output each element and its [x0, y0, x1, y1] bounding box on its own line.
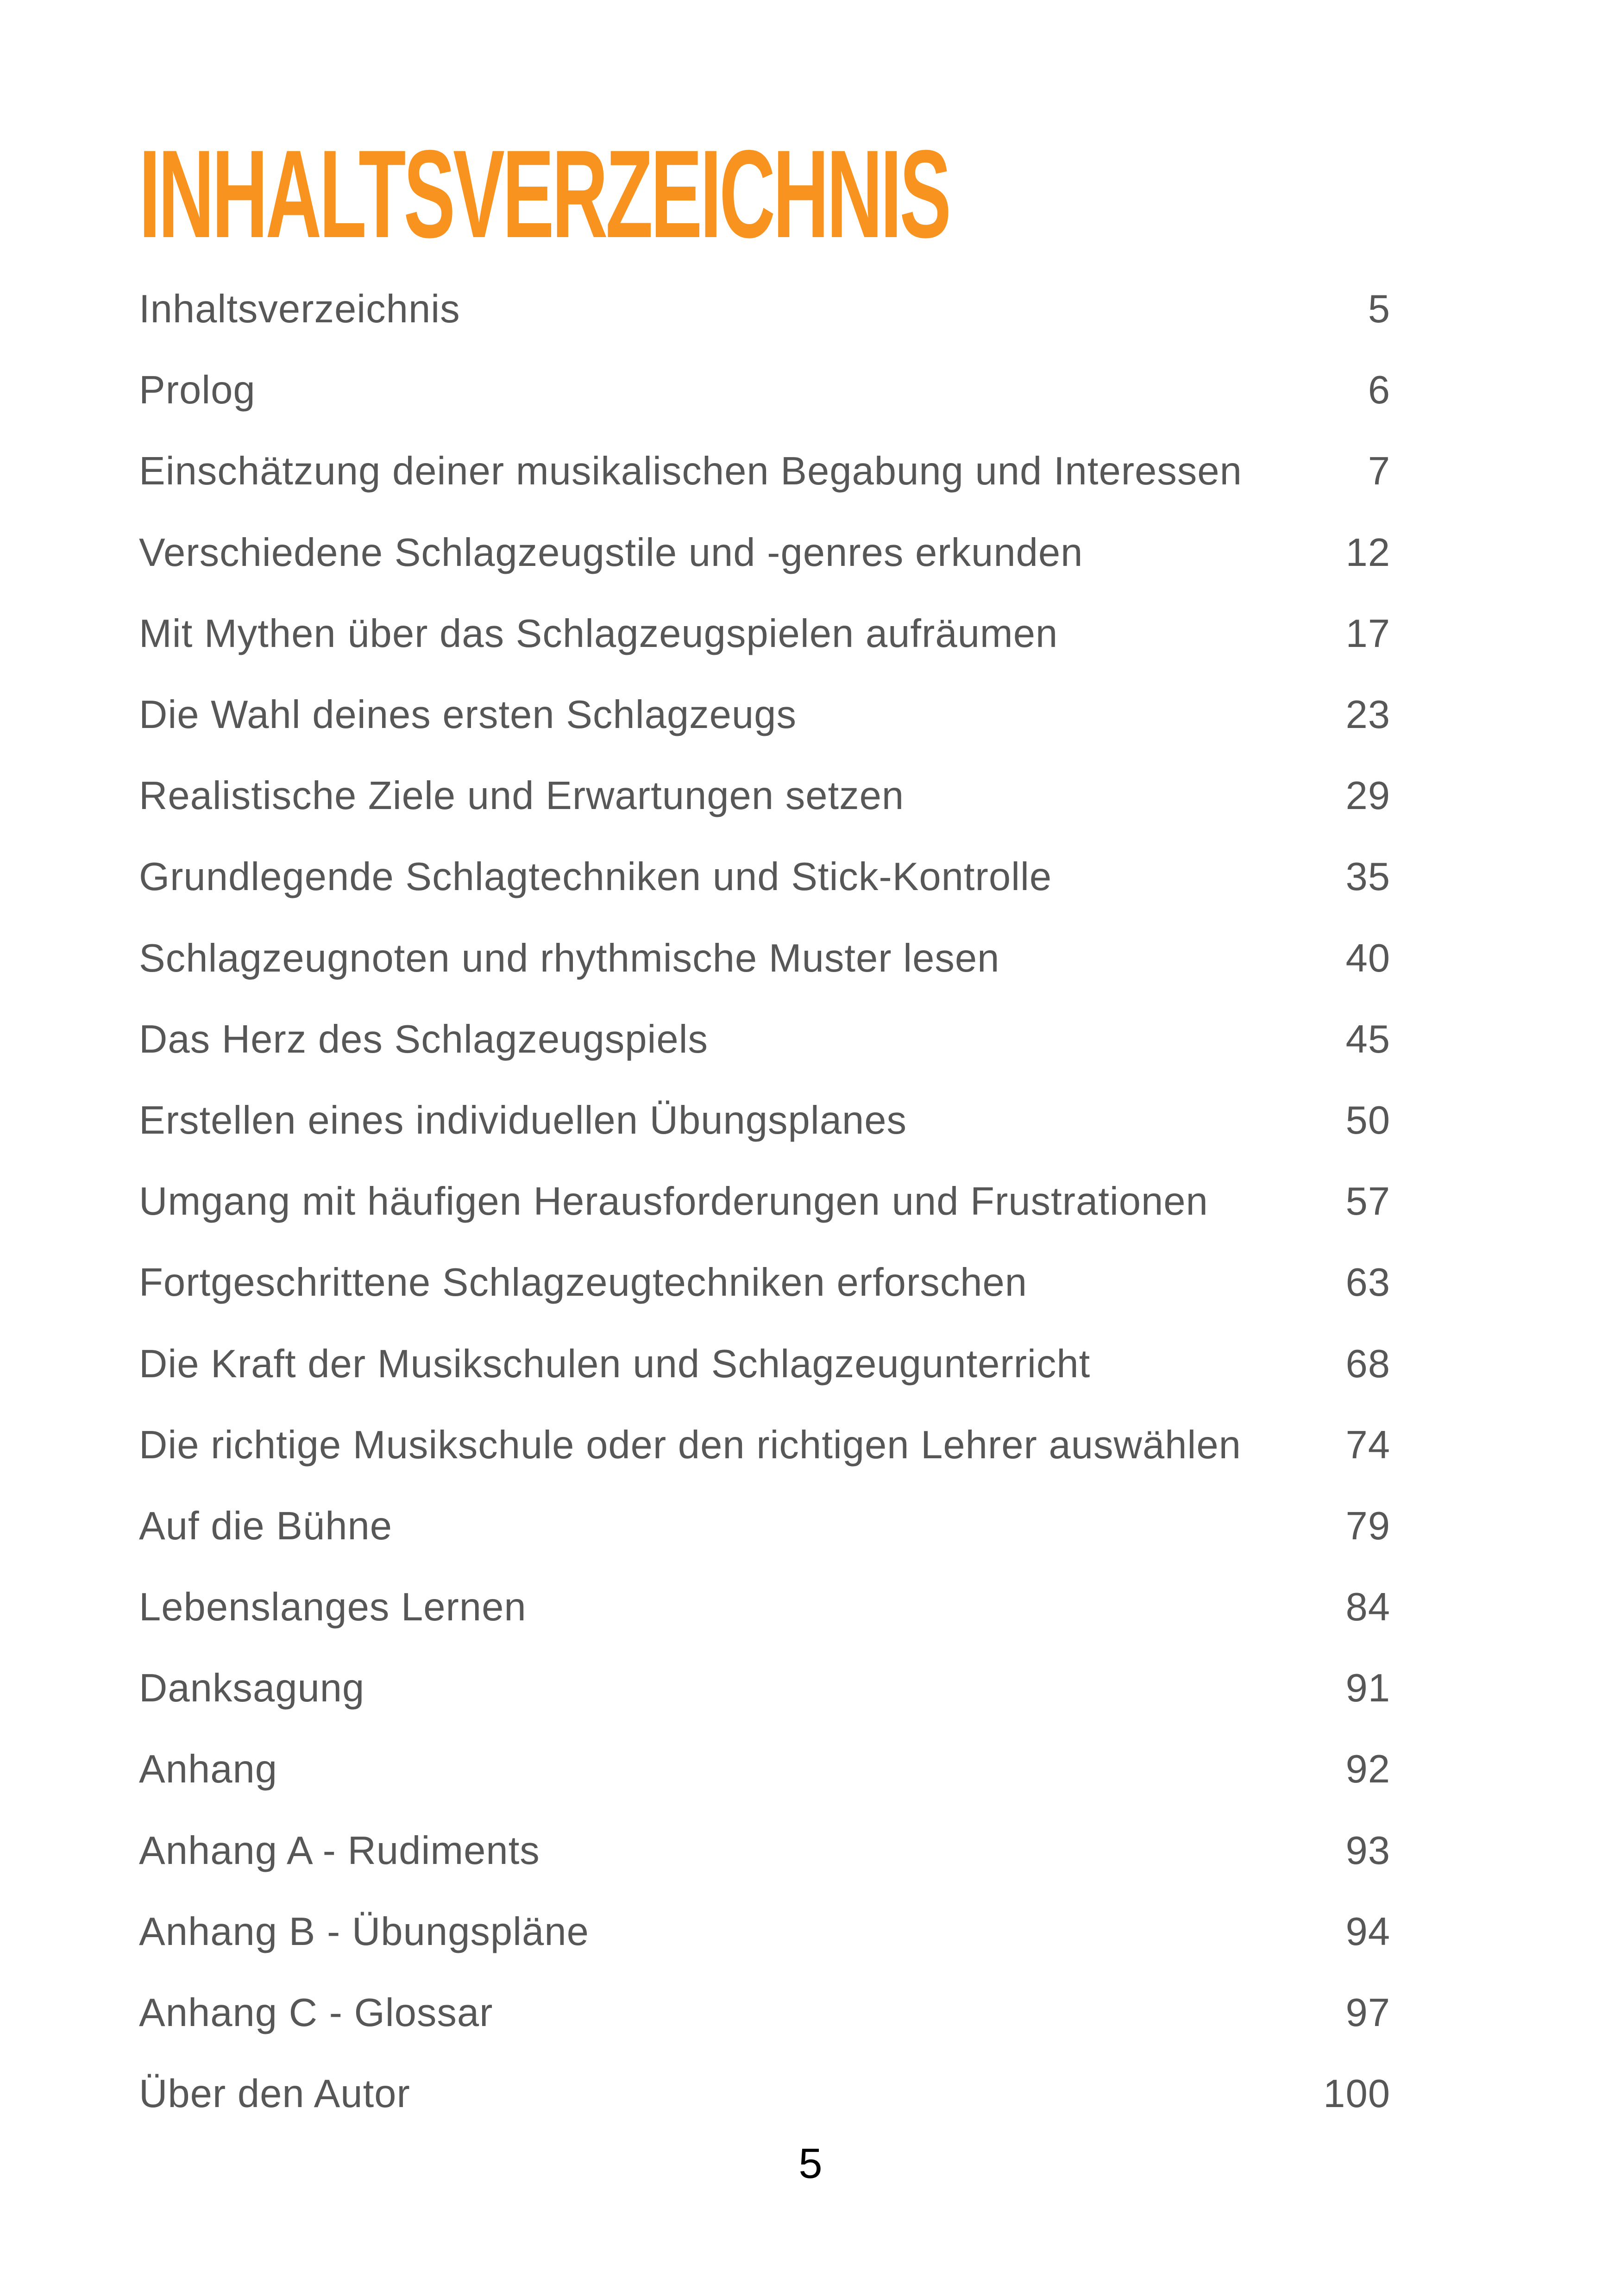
toc-entry-page: 40	[1345, 936, 1390, 980]
toc-entry-page: 68	[1345, 1342, 1390, 1386]
toc-entry-page: 94	[1345, 1909, 1390, 1954]
toc-entry	[139, 1891, 1390, 1972]
page-title: INHALTSVERZEICHNIS	[139, 125, 949, 264]
toc-entry-title: Über den Autor	[139, 2072, 410, 2116]
toc-entry-page: 57	[1345, 1179, 1390, 1224]
toc-entry-page: 92	[1345, 1747, 1390, 1792]
toc-entry-page: 17	[1345, 611, 1390, 656]
toc-entry	[139, 512, 1390, 593]
toc-entry-title: Danksagung	[139, 1666, 365, 1711]
toc-entry-title: Umgang mit häufigen Herausforderungen und Frustrationen	[139, 1179, 1208, 1224]
toc-entry	[139, 1486, 1390, 1567]
toc-entry	[139, 1242, 1390, 1323]
toc-entry-page: 100	[1323, 2072, 1390, 2116]
toc-entry-page: 23	[1345, 693, 1390, 737]
toc-entry-title: Lebenslanges Lernen	[139, 1585, 527, 1630]
toc-entry-page: 93	[1345, 1828, 1390, 1873]
toc-entry-page: 50	[1345, 1098, 1390, 1142]
toc-entry	[139, 836, 1390, 917]
toc-entry-page: 63	[1345, 1261, 1390, 1305]
toc-entry-page: 97	[1345, 1991, 1390, 2035]
toc-entry	[139, 350, 1390, 431]
toc-entry-title: Einschätzung deiner musikalischen Begabung und Interessen	[139, 449, 1242, 494]
toc-entry-title: Prolog	[139, 368, 256, 413]
toc-entry-page: 45	[1345, 1017, 1390, 1061]
toc-entry-page: 29	[1345, 774, 1390, 818]
toc-entry	[139, 269, 1390, 350]
toc-entry-title: Anhang A - Rudiments	[139, 1828, 540, 1873]
toc-entry	[139, 1810, 1390, 1891]
toc-entry-title: Erstellen eines individuellen Übungsplanes	[139, 1098, 907, 1142]
toc-entry-title: Fortgeschrittene Schlagzeugtechniken erforschen	[139, 1261, 1028, 1305]
toc-entry	[139, 1567, 1390, 1648]
table-of-contents	[139, 269, 1390, 2134]
toc-entry-title: Die richtige Musikschule oder den richtigen Lehrer auswählen	[139, 1423, 1241, 1467]
toc-entry-title: Schlagzeugnoten und rhythmische Muster lesen	[139, 936, 1000, 980]
toc-entry-title: Anhang C - Glossar	[139, 1991, 493, 2035]
toc-entry-title: Das Herz des Schlagzeugspiels	[139, 1017, 709, 1061]
toc-entry-title: Grundlegende Schlagtechniken und Stick-Kontrolle	[139, 855, 1052, 899]
toc-entry-title: Anhang B - Übungspläne	[139, 1909, 589, 1954]
toc-entry	[139, 431, 1390, 512]
toc-entry-page: 79	[1345, 1504, 1390, 1548]
toc-entry-title: Inhaltsverzeichnis	[139, 287, 460, 332]
toc-entry-page: 7	[1368, 449, 1390, 494]
toc-entry-page: 5	[1368, 287, 1390, 332]
toc-entry-title: Realistische Ziele und Erwartungen setzen	[139, 774, 905, 818]
toc-entry-title: Auf die Bühne	[139, 1504, 393, 1548]
toc-entry-title: Mit Mythen über das Schlagzeugspielen aufräumen	[139, 611, 1058, 656]
toc-entry	[139, 1080, 1390, 1161]
page-number: 5	[798, 2140, 823, 2187]
toc-entry	[139, 918, 1390, 999]
toc-entry	[139, 2053, 1390, 2134]
toc-entry-page: 6	[1368, 368, 1390, 413]
toc-entry	[139, 999, 1390, 1080]
toc-entry	[139, 674, 1390, 755]
toc-entry-page: 12	[1345, 530, 1390, 575]
toc-entry-page: 84	[1345, 1585, 1390, 1630]
toc-entry-title: Die Kraft der Musikschulen und Schlagzeugunterricht	[139, 1342, 1091, 1386]
toc-entry-page: 35	[1345, 855, 1390, 899]
toc-entry	[139, 1161, 1390, 1242]
toc-entry	[139, 593, 1390, 674]
toc-entry	[139, 1323, 1390, 1404]
toc-entry	[139, 1972, 1390, 2053]
toc-entry	[139, 1648, 1390, 1729]
toc-entry-page: 91	[1345, 1666, 1390, 1711]
toc-entry	[139, 1405, 1390, 1486]
toc-entry-page: 74	[1345, 1423, 1390, 1467]
toc-entry-title: Anhang	[139, 1747, 278, 1792]
toc-entry-title: Verschiedene Schlagzeugstile und -genres erkunden	[139, 530, 1083, 575]
toc-entry-title: Die Wahl deines ersten Schlagzeugs	[139, 693, 797, 737]
toc-entry	[139, 1729, 1390, 1810]
toc-entry	[139, 755, 1390, 836]
